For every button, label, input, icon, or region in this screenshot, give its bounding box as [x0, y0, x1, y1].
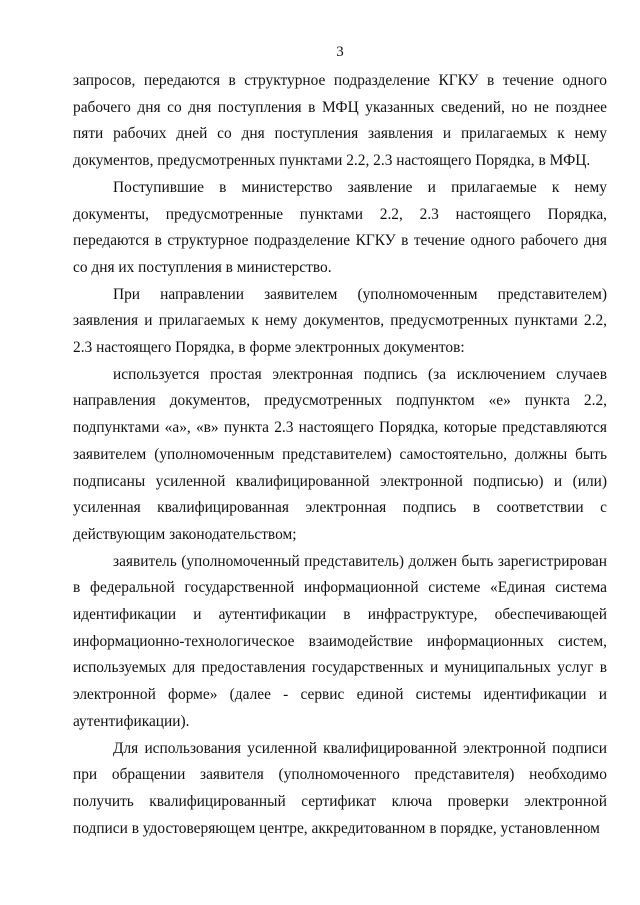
page-number: 3 [336, 44, 344, 60]
paragraph-continuation: запросов, передаются в структурное подразделение КГКУ в течение одного рабочего дня со дня поступления в МФЦ указанных сведений, но не позднее пяти рабочих дней со дня поступления заявления и прилагаемых к нему документов, предусмотренных пунктами 2.2, 2.3 настоящего Порядка, в МФЦ. [73, 72, 607, 170]
paragraph: Поступившие в министерство заявление и прилагаемые к нему документы, предусмотренные пунктами 2.2, 2.3 настоящего Порядка, передаются в структурное подразделение КГКУ в течение одного рабочего дня со дня их поступления в министерство. [73, 178, 607, 276]
paragraph: Для использования усиленной квалифицированной электронной подписи при обращении заявителя (уполномоченного представителя) необходимо получить квалифицированный сертификат ключа проверки электронной подписи в удостоверяющем центре, аккредитованном в порядке, установленном [73, 739, 607, 837]
paragraph: При направлении заявителем (уполномоченным представителем) заявления и прилагаемых к нему документов, предусмотренных пунктами 2.2, 2.3 настоящего Порядка, в форме электронных документов: [73, 285, 607, 357]
paragraph: используется простая электронная подпись (за исключением случаев направления документов, предусмотренных подпунктом «е» пункта 2.2, подпунктами «а», «в» пункта 2.3 настоящего Порядка, которые представляются заявителем (уполномоченным представителем) самостоятельно, должны быть подписаны усиленной квалифицированной электронной подписью) и (или) усиленная квалифицированная электронная подпись в соответствии с действующим законодательством; [73, 365, 607, 543]
paragraph: заявитель (уполномоченный представитель) должен быть зарегистрирован в федеральной государственной информационной системе «Единая система идентификации и аутентификации в инфраструктуре, обеспечивающей информационно-технологическое взаимодействие информационных систем, используемых для предоставления государственных и муниципальных услуг в электронной форме» (далее - сервис единой системы идентификации и аутентификации). [73, 552, 607, 730]
document-body [73, 68, 607, 842]
